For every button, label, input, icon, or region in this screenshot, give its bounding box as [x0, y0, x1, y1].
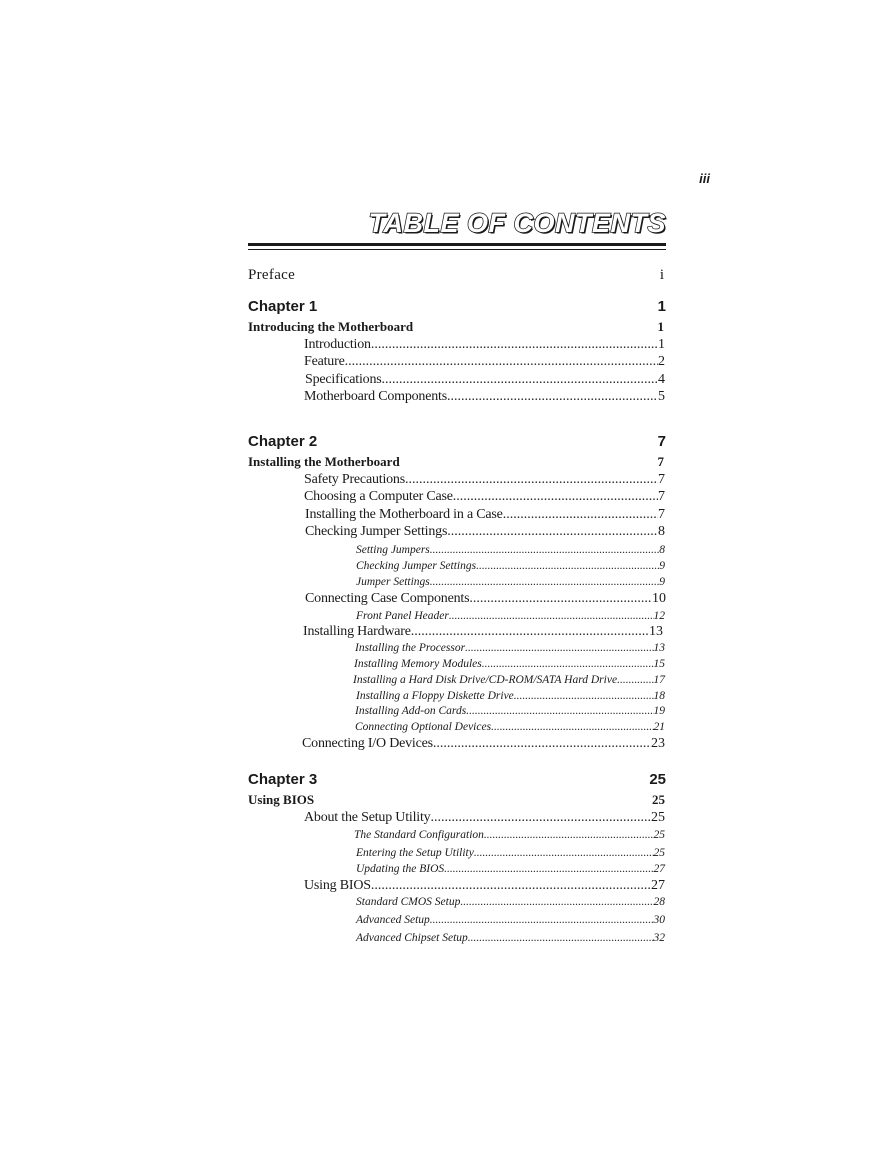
toc-subentry[interactable] — [356, 896, 665, 908]
toc-entry[interactable] — [305, 507, 665, 523]
toc-subentry[interactable] — [356, 847, 665, 859]
toc-entry-page: 13 — [653, 642, 665, 654]
dot-leader — [503, 507, 658, 523]
toc-entry-label: Connecting Case Components — [305, 591, 470, 606]
toc-subentry[interactable] — [356, 610, 665, 622]
dot-leader — [491, 721, 653, 733]
toc-subentry[interactable] — [353, 674, 665, 686]
toc-entry-page: 13 — [649, 624, 663, 639]
toc-entry-page: 27 — [651, 878, 665, 893]
toc-entry[interactable] — [304, 810, 665, 826]
toc-entry-label: About the Setup Utility — [304, 810, 431, 825]
toc-entry-page: 7 — [658, 507, 665, 522]
toc-entry-page: 8 — [658, 524, 665, 539]
dot-leader — [514, 690, 654, 702]
chapter-heading-label: Chapter 2 — [248, 433, 318, 450]
toc-entry-label: Installing Add-on Cards — [355, 705, 467, 717]
title-rule-thin — [248, 249, 666, 250]
dot-leader — [444, 863, 653, 875]
toc-entry-page: 25 — [651, 810, 665, 825]
toc-entry-page: 17 — [653, 674, 665, 686]
page-title: TABLE OF CONTENTS — [368, 208, 666, 238]
toc-entry-label: Installing a Hard Disk Drive/CD-ROM/SATA Hard Drive — [353, 674, 618, 686]
toc-entry-page: 21 — [653, 721, 665, 733]
dot-leader — [430, 914, 654, 926]
toc-entry-page: 9 — [659, 576, 665, 588]
toc-entry-label: Setting Jumpers — [356, 544, 430, 556]
toc-subentry[interactable] — [355, 705, 665, 717]
toc-entry-label: Choosing a Computer Case — [304, 489, 453, 504]
toc-entry-label: Updating the BIOS — [356, 863, 445, 875]
dot-leader — [460, 896, 653, 908]
chapter-heading-page: 1 — [657, 298, 666, 315]
toc-entry-page: 18 — [653, 690, 665, 702]
toc-subentry[interactable] — [356, 914, 665, 926]
toc-subentry[interactable] — [356, 932, 665, 944]
dot-leader — [371, 337, 658, 353]
toc-subentry[interactable] — [356, 690, 665, 702]
dot-leader — [468, 932, 654, 944]
chapter-2-heading[interactable] — [248, 433, 666, 450]
toc-entry-label: Installing a Floppy Diskette Drive — [356, 690, 514, 702]
preface-label: Preface — [248, 267, 296, 283]
dot-leader — [433, 736, 651, 752]
toc-entry-label: Front Panel Header — [356, 610, 449, 622]
dot-leader — [482, 658, 654, 670]
toc-entry-label: Using BIOS — [304, 878, 371, 893]
toc-entry-label: Advanced Setup — [356, 914, 430, 926]
toc-entry-label: Connecting Optional Devices — [355, 721, 492, 733]
chapter-subtitle-label: Installing the Motherboard — [248, 454, 400, 469]
toc-entry-label: Advanced Chipset Setup — [356, 932, 468, 944]
dot-leader — [430, 544, 659, 556]
page-number: iii — [699, 171, 710, 186]
chapter-1-subtitle[interactable] — [248, 319, 664, 335]
toc-entry-page: 32 — [653, 932, 665, 944]
chapter-heading-label: Chapter 3 — [248, 771, 318, 788]
toc-entry[interactable] — [304, 337, 665, 353]
toc-entry[interactable] — [304, 354, 665, 370]
toc-entry-page: 5 — [658, 389, 665, 404]
toc-entry-label: Specifications — [305, 372, 382, 387]
toc-entry[interactable] — [305, 372, 665, 388]
chapter-subtitle-label: Introducing the Motherboard — [248, 319, 414, 334]
toc-entry-label: Safety Precautions — [304, 472, 405, 487]
dot-leader — [411, 624, 649, 640]
toc-entry-label: Motherboard Components — [304, 389, 447, 404]
toc-entry-label: The Standard Configuration — [354, 829, 484, 841]
toc-entry-page: 1 — [658, 337, 665, 352]
toc-subentry[interactable] — [356, 560, 665, 572]
chapter-subtitle-page: 1 — [657, 319, 664, 334]
dot-leader — [466, 705, 653, 717]
toc-entry-label: Installing Hardware — [303, 624, 411, 639]
toc-entry-page: 19 — [653, 705, 665, 717]
toc-entry[interactable] — [304, 489, 665, 505]
dot-leader — [465, 642, 653, 654]
toc-entry-page: 2 — [658, 354, 665, 369]
toc-entry-label: Jumper Settings — [356, 576, 430, 588]
dot-leader — [382, 372, 658, 388]
title-rule-thick — [248, 243, 666, 246]
toc-entry[interactable] — [304, 389, 665, 405]
dot-leader — [447, 389, 658, 405]
chapter-1-heading[interactable] — [248, 298, 666, 315]
chapter-3-subtitle[interactable] — [248, 792, 665, 808]
toc-subentry[interactable] — [354, 658, 665, 670]
toc-entry-page: 25 — [653, 847, 665, 859]
preface-page: i — [659, 267, 664, 283]
dot-leader — [430, 810, 651, 826]
toc-entry-label: Entering the Setup Utility — [356, 847, 474, 859]
toc-preface[interactable] — [248, 267, 664, 284]
toc-entry-page: 7 — [658, 472, 665, 487]
toc-subentry[interactable] — [355, 721, 665, 733]
chapter-heading-label: Chapter 1 — [248, 298, 318, 315]
dot-leader — [345, 354, 658, 370]
toc-entry[interactable] — [302, 736, 665, 752]
toc-entry-label: Installing Memory Modules — [354, 658, 482, 670]
toc-entry-page: 4 — [658, 372, 665, 387]
toc-entry-label: Feature — [304, 354, 345, 369]
toc-entry-label: Standard CMOS Setup — [356, 896, 461, 908]
toc-entry-label: Checking Jumper Settings — [305, 524, 448, 539]
toc-subentry[interactable] — [356, 863, 665, 875]
toc-entry-page: 8 — [659, 544, 665, 556]
toc-entry-page: 28 — [653, 896, 665, 908]
dot-leader — [453, 489, 658, 505]
chapter-subtitle-page: 7 — [657, 454, 664, 469]
toc-entry-page: 30 — [653, 914, 665, 926]
toc-entry-page: 7 — [658, 489, 665, 504]
toc-entry-label: Installing the Processor — [355, 642, 466, 654]
dot-leader — [449, 610, 654, 622]
toc-subentry[interactable] — [356, 576, 665, 588]
toc-entry-page: 10 — [652, 591, 666, 606]
toc-entry-page: 12 — [653, 610, 665, 622]
chapter-2-subtitle[interactable] — [248, 454, 664, 470]
toc-entry-page: 23 — [651, 736, 665, 751]
dot-leader — [476, 560, 659, 572]
dot-leader — [474, 847, 654, 859]
toc-entry-page: 25 — [653, 829, 665, 841]
toc-entry-label: Introduction — [304, 337, 371, 352]
toc-entry[interactable] — [305, 524, 665, 540]
dot-leader — [469, 591, 652, 607]
toc-entry[interactable] — [305, 591, 666, 607]
dot-leader — [371, 878, 651, 894]
toc-entry-label: Installing the Motherboard in a Case — [305, 507, 503, 522]
chapter-3-heading[interactable] — [248, 771, 666, 788]
dot-leader — [617, 674, 653, 686]
toc-entry[interactable] — [304, 878, 665, 894]
toc-subentry[interactable] — [354, 829, 665, 841]
toc-entry-label: Checking Jumper Settings — [356, 560, 477, 572]
toc-entry-page: 15 — [653, 658, 665, 670]
chapter-subtitle-page: 25 — [652, 792, 665, 807]
toc-entry[interactable] — [303, 624, 663, 640]
toc-entry-page: 9 — [659, 560, 665, 572]
toc-subentry[interactable] — [356, 544, 665, 556]
toc-entry-page: 27 — [653, 863, 665, 875]
toc-entry-label: Connecting I/O Devices — [302, 736, 433, 751]
dot-leader — [484, 829, 654, 841]
dot-leader — [430, 576, 659, 588]
chapter-heading-page: 25 — [649, 771, 666, 788]
toc-entry[interactable] — [304, 472, 665, 488]
toc-subentry[interactable] — [355, 642, 665, 654]
dot-leader — [447, 524, 658, 540]
dot-leader — [405, 472, 658, 488]
chapter-subtitle-label: Using BIOS — [248, 792, 315, 807]
chapter-heading-page: 7 — [657, 433, 666, 450]
